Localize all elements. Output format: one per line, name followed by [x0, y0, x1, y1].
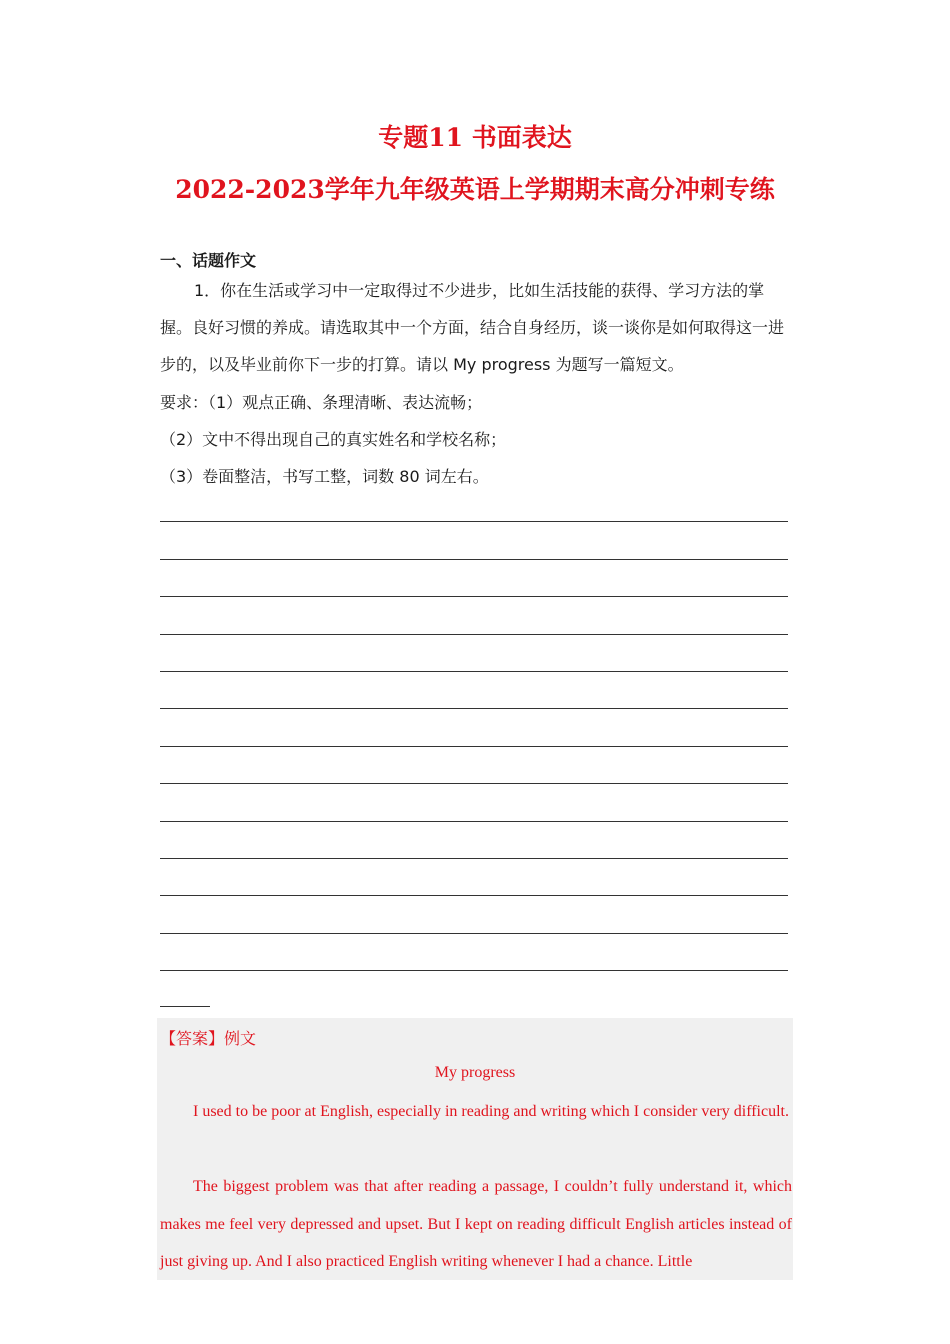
- answer-line: [160, 821, 788, 822]
- answer-line-short: [160, 1006, 210, 1007]
- answer-line: [160, 858, 788, 859]
- requirement-1: 要求：（1）观点正确、条理清晰、表达流畅；: [160, 393, 483, 412]
- answer-line: [160, 746, 788, 747]
- answer-line: [160, 933, 788, 934]
- question-text: 1．你在生活或学习中一定取得过不少进步，比如生活技能的获得、学习方法的掌握。良好习惯的养成。请选取其中一个方面，结合自身经历，谈一谈你是如何取得这一进步的，以及毕业前你下一步的打算。请以 My progress 为题写一篇短文。: [160, 281, 785, 374]
- answer-label: 【答案】例文: [160, 1029, 257, 1048]
- page-subtitle: 2022-2023学年九年级英语上学期期末高分冲刺专练: [175, 175, 775, 204]
- page-title: 专题11 书面表达: [378, 123, 572, 152]
- requirement-2: （2）文中不得出现自己的真实姓名和学校名称；: [160, 430, 507, 449]
- answer-line: [160, 970, 788, 971]
- section-heading: 一、话题作文: [160, 251, 257, 270]
- answer-paragraph-1: I used to be poor at English, especially in reading and writing which I consider very difficult.: [193, 1103, 789, 1120]
- answer-line: [160, 521, 788, 522]
- answer-title: My progress: [434, 1064, 516, 1081]
- answer-line: [160, 708, 788, 709]
- answer-line: [160, 559, 788, 560]
- answer-line: [160, 783, 788, 784]
- answer-line: [160, 634, 788, 635]
- requirement-3: （3）卷面整洁，书写工整，词数 80 词左右。: [160, 467, 489, 486]
- answer-line: [160, 671, 788, 672]
- answer-line: [160, 596, 788, 597]
- answer-line: [160, 895, 788, 896]
- answer-paragraph-2: The biggest problem was that after reading a passage, I couldn’t fully understand it, which makes me feel very depressed and upset. But I kept on reading difficult English articles instead of just giving up. And I also practiced English writing whenever I had a chance. Little: [160, 1178, 792, 1270]
